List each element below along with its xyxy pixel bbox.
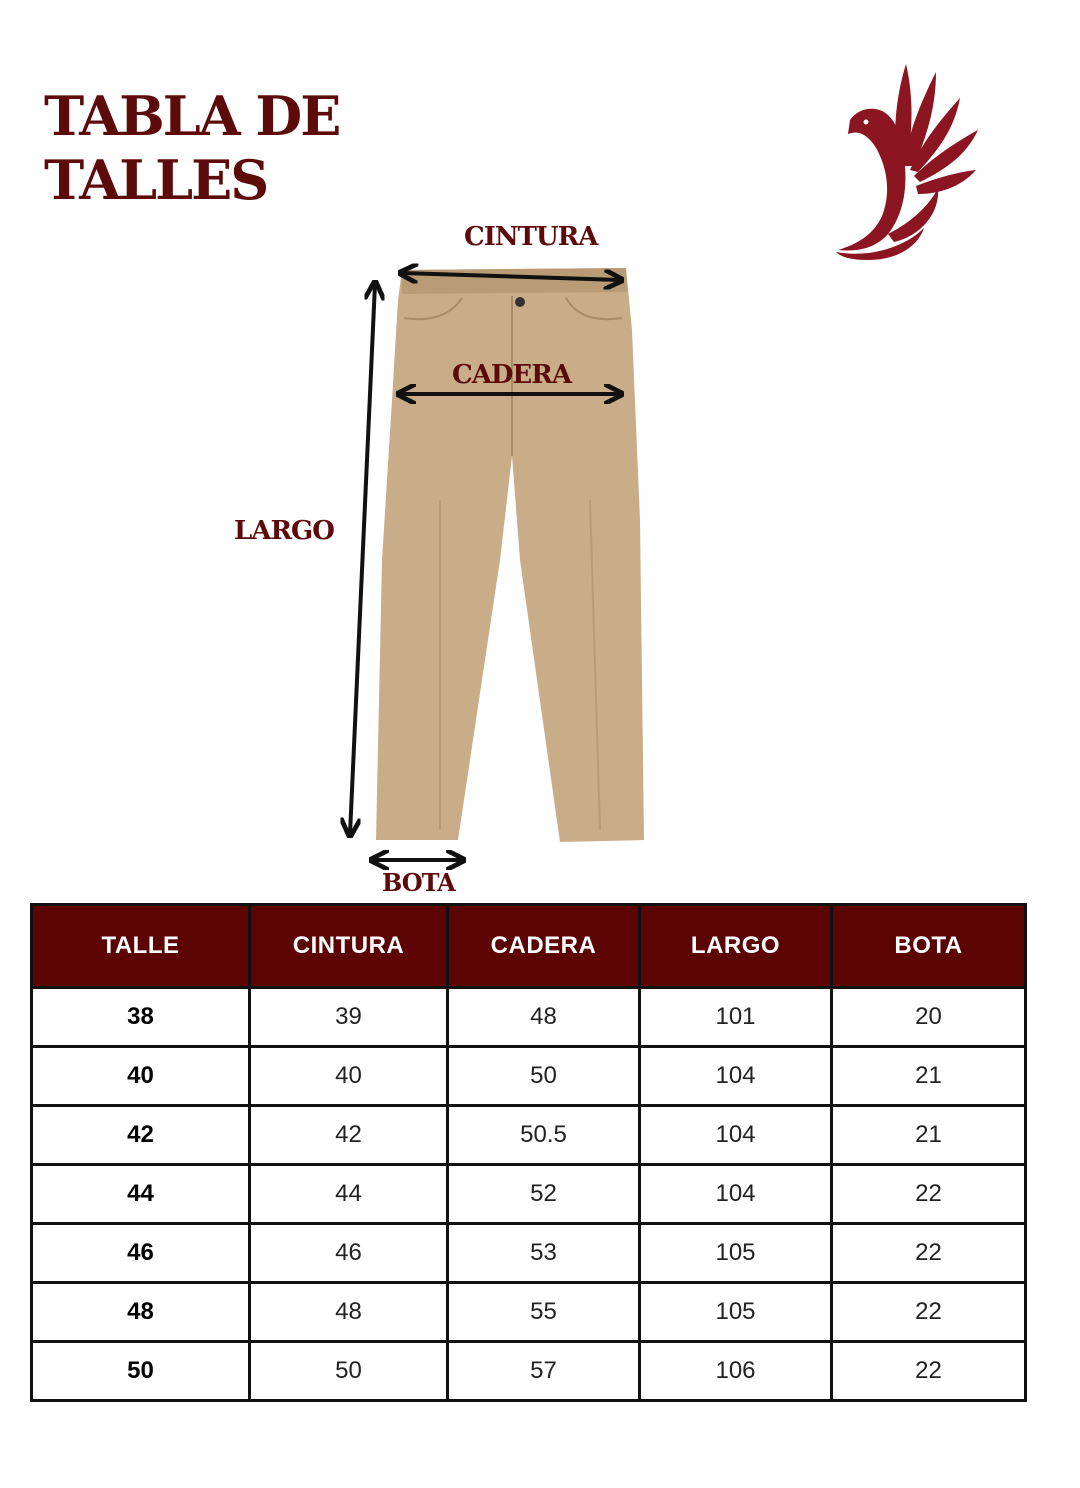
label-cintura: CINTURA (464, 222, 598, 252)
cell-cintura: 44 (250, 1165, 448, 1224)
cell-talle: 44 (32, 1165, 250, 1224)
table-row (32, 1106, 1026, 1165)
table-row (32, 1224, 1026, 1283)
cell-talle: 46 (32, 1224, 250, 1283)
pants-image (376, 268, 644, 842)
cell-largo: 104 (640, 1047, 832, 1106)
header-largo: LARGO (640, 905, 832, 988)
cell-cadera: 57 (448, 1342, 640, 1401)
header-cintura: CINTURA (250, 905, 448, 988)
cell-cadera: 50.5 (448, 1106, 640, 1165)
header-cadera: CADERA (448, 905, 640, 988)
cell-cadera: 55 (448, 1283, 640, 1342)
title-line-1: TABLA DE (44, 84, 340, 148)
cell-cadera: 48 (448, 988, 640, 1047)
cell-bota: 21 (832, 1106, 1026, 1165)
table-header-row (32, 905, 1026, 988)
cell-cintura: 50 (250, 1342, 448, 1401)
cell-talle: 42 (32, 1106, 250, 1165)
label-cadera: CADERA (452, 360, 572, 390)
cell-talle: 38 (32, 988, 250, 1047)
table-row (32, 1283, 1026, 1342)
cell-largo: 105 (640, 1283, 832, 1342)
cell-cintura: 42 (250, 1106, 448, 1165)
title-line-2: TALLES (44, 148, 268, 212)
cell-cadera: 50 (448, 1047, 640, 1106)
cell-cintura: 48 (250, 1283, 448, 1342)
table-row (32, 988, 1026, 1047)
cell-talle: 40 (32, 1047, 250, 1106)
cell-cintura: 40 (250, 1047, 448, 1106)
size-table (30, 903, 1027, 1402)
table-row (32, 1047, 1026, 1106)
cell-largo: 104 (640, 1165, 832, 1224)
cell-largo: 106 (640, 1342, 832, 1401)
cell-bota: 22 (832, 1224, 1026, 1283)
cell-largo: 101 (640, 988, 832, 1047)
header-talle: TALLE (32, 905, 250, 988)
table-row (32, 1342, 1026, 1401)
cell-largo: 104 (640, 1106, 832, 1165)
cell-talle: 50 (32, 1342, 250, 1401)
cell-cadera: 52 (448, 1165, 640, 1224)
cell-cadera: 53 (448, 1224, 640, 1283)
cell-bota: 22 (832, 1342, 1026, 1401)
header-bota: BOTA (832, 905, 1026, 988)
cell-talle: 48 (32, 1283, 250, 1342)
cell-bota: 22 (832, 1165, 1026, 1224)
label-largo: LARGO (234, 516, 334, 546)
label-bota: BOTA (382, 868, 455, 897)
cell-bota: 22 (832, 1283, 1026, 1342)
cell-cintura: 46 (250, 1224, 448, 1283)
largo-arrow (350, 284, 375, 834)
cell-largo: 105 (640, 1224, 832, 1283)
cell-cintura: 39 (250, 988, 448, 1047)
cell-bota: 21 (832, 1047, 1026, 1106)
cell-bota: 20 (832, 988, 1026, 1047)
table-row (32, 1165, 1026, 1224)
